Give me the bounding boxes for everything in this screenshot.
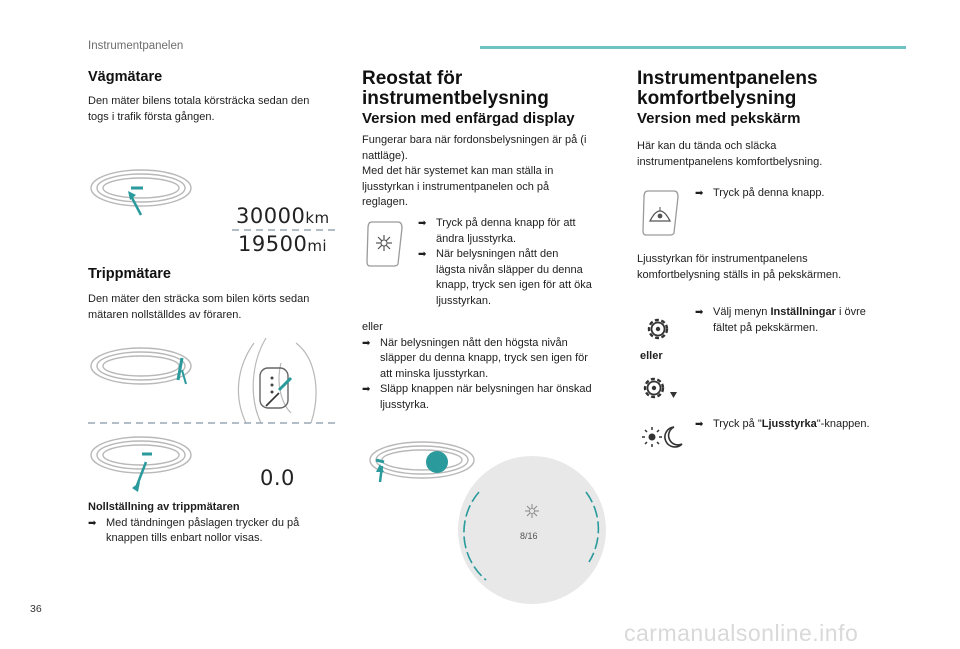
brightness-sun-moon-icon [640, 422, 684, 452]
rheostat-subtitle: Version med enfärgad display [362, 110, 575, 127]
arrow-right-icon: ➡ [418, 249, 427, 260]
arrow-right-icon: ➡ [695, 419, 704, 430]
dial-level-readout: 8/16 [520, 531, 538, 541]
rheostat-bullets-a: ➡ Tryck på denna knapp för att ändra ljusstyrka. ➡ När belysningen nått den lägsta nivån släpper du denna knapp, tryck sen igen för att öka ljusstyrkan. [418, 217, 592, 307]
odometer-cluster-illustration [86, 160, 196, 220]
trip-zero-readout: 0.0 [260, 466, 295, 490]
rheostat-intro: Fungerar bara när fordonsbelysningen är på (i nattläge). Med det här systemet kan man ställa in ljusstyrkan i instrumentpanelen och på reglagen. [362, 134, 587, 208]
odometer-km-readout: 30000km [236, 204, 330, 228]
comfort-lighting-title: Instrumentpanelens komfortbelysning [637, 68, 818, 109]
brightness-button-icon [364, 218, 406, 270]
comfort-light-button-icon [640, 187, 682, 239]
arrow-right-icon: ➡ [362, 337, 371, 349]
comfort-lighting-subtitle: Version med pekskärm [637, 110, 801, 127]
watermark: carmanualsonline.info [624, 620, 859, 646]
trip-display-illustration [86, 430, 196, 505]
comfort-bullet-1: ➡ Tryck på denna knapp. [695, 186, 895, 202]
trip-reset-instructions: Nollställning av trippmätaren ➡ Med tändningen påslagen trycker du på knappen tills enbart nollor visas. [88, 501, 300, 544]
arrow-right-icon: ➡ [695, 307, 704, 318]
odometer-title: Vägmätare [88, 69, 163, 85]
trip-reset-illustration [86, 338, 356, 428]
trip-meter-title: Trippmätare [88, 266, 171, 282]
trip-divider [88, 420, 338, 426]
page-number: 36 [30, 603, 42, 615]
section-header: Instrumentpanelen [88, 40, 184, 52]
arrow-right-icon: ➡ [88, 517, 97, 529]
comfort-bullet-3: ➡ Tryck på "Ljusstyrka"-knappen. [695, 417, 900, 433]
rheostat-bullets-b: eller ➡ När belysningen nått den högsta nivån släpper du denna knapp, tryck sen igen för att minska ljusstyrkan. ➡ Släpp knappen när belysningen har önskad ljusstyrka. [362, 321, 592, 411]
odometer-text: Den mäter bilens totala körsträcka sedan den togs i trafik första gången. [88, 95, 310, 123]
header-accent-bar [480, 46, 906, 49]
arrow-right-icon: ➡ [362, 384, 371, 395]
rheostat-title: Reostat för instrumentbelysning [362, 68, 549, 109]
settings-gear-icon [643, 314, 673, 344]
comfort-bullet-2: ➡ Välj menyn Inställningar i övre fältet på pekskärmen. [695, 306, 866, 334]
comfort-lighting-intro: Här kan du tända och släcka instrumentpanelens komfortbelysning. [637, 140, 823, 168]
arrow-right-icon: ➡ [418, 218, 427, 229]
settings-gear-dropdown-icon [640, 374, 680, 404]
or-label: eller [640, 350, 663, 362]
trip-meter-text: Den mäter den sträcka som bilen körts sedan mätaren nollställdes av föraren. [88, 293, 310, 321]
arrow-right-icon: ➡ [695, 188, 704, 199]
rheostat-dial-illustration [364, 432, 622, 604]
odometer-mi-readout: 19500mi [238, 232, 328, 256]
comfort-mid-text: Ljusstyrkan för instrumentpanelens komfortbelysning ställs in på pekskärmen. [637, 253, 842, 281]
